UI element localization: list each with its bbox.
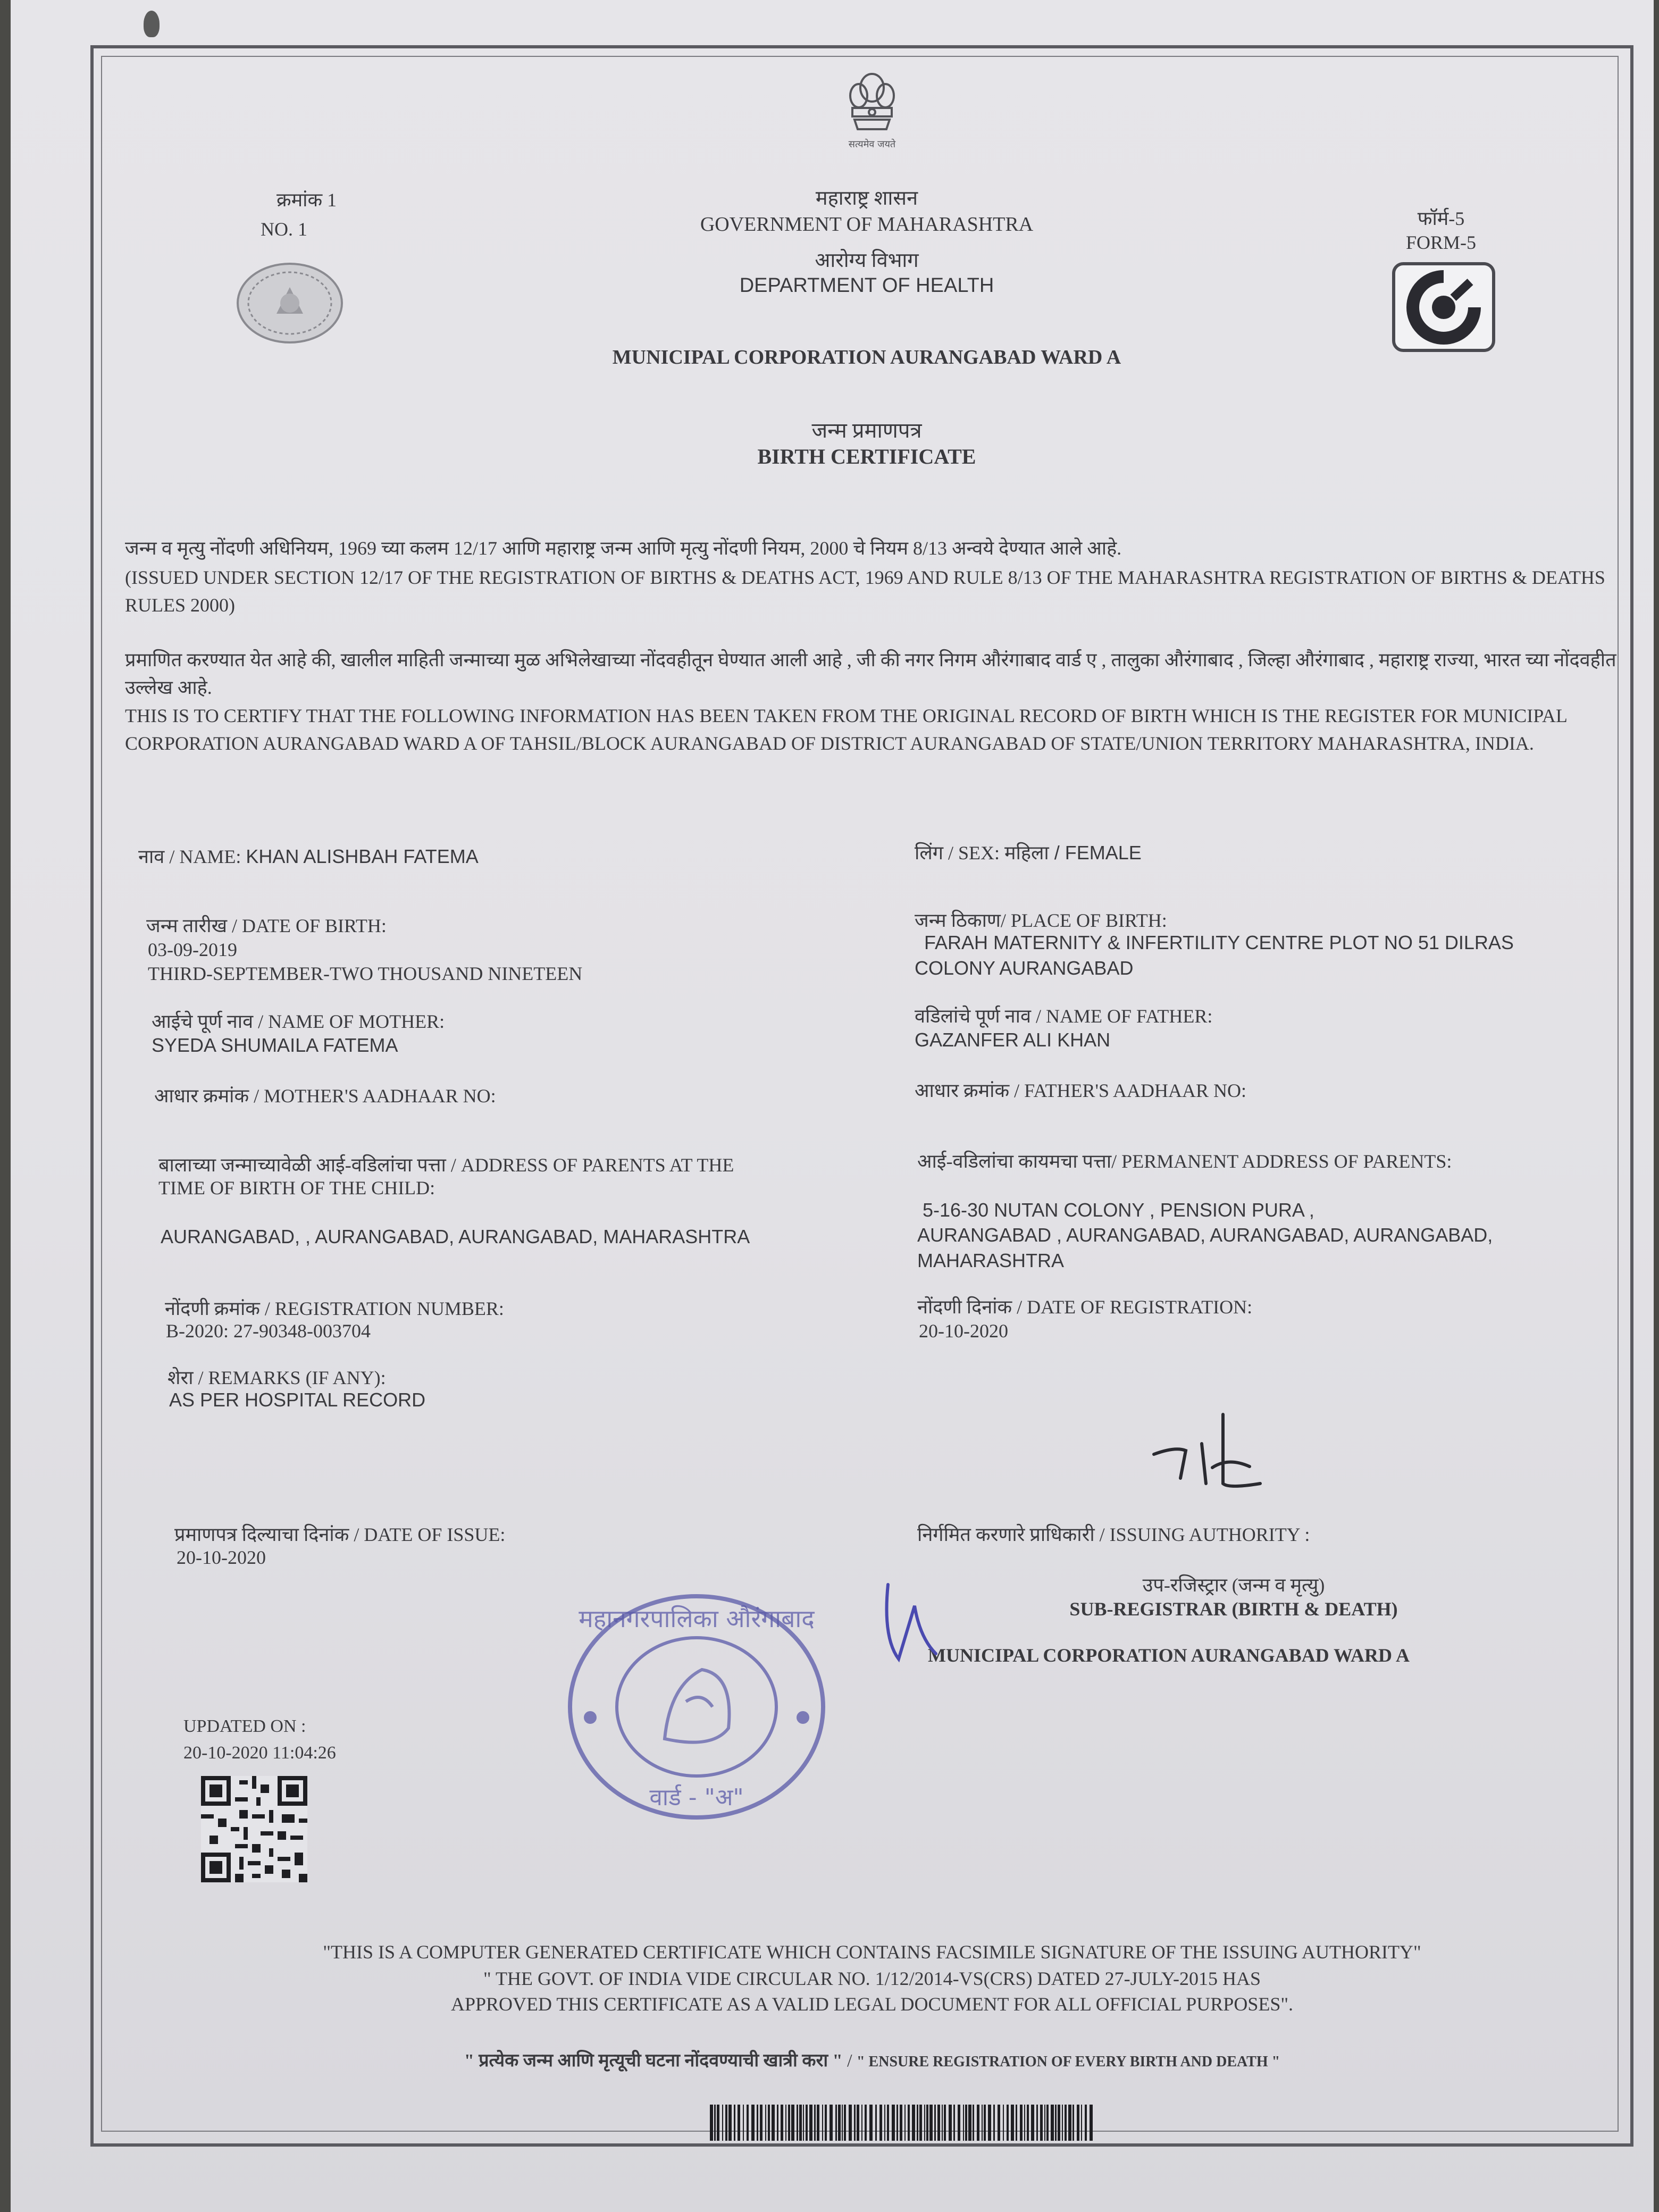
barcode-bar (929, 2105, 933, 2141)
barcode-bar (760, 2105, 763, 2141)
initials-mark-icon (877, 1574, 946, 1680)
barcode-bar (797, 2105, 798, 2141)
barcode-bar (934, 2105, 936, 2141)
mother-name-label: आईचे पूर्ण नाव / NAME OF MOTHER: (152, 1011, 445, 1032)
barcode-bar (1077, 2105, 1079, 2141)
permanent-address-label: आई-वडिलांचा कायमचा पत्ता/ PERMANENT ADDRESS OF PARENTS: (917, 1151, 1452, 1172)
barcode-bar (942, 2105, 943, 2141)
signature-icon (1143, 1404, 1271, 1499)
remarks-value: AS PER HOSPITAL RECORD (169, 1389, 426, 1411)
barcode-bar (1046, 2105, 1049, 2141)
barcode-bar (1081, 2105, 1082, 2141)
seal-ward-text: वार्ड - "अ" (649, 1784, 744, 1811)
dept-name-mr: आरोग्य विभाग (815, 249, 919, 272)
serial-label-en: NO. 1 (261, 219, 307, 240)
barcode-bar (982, 2105, 983, 2141)
barcode-bar (998, 2105, 1000, 2141)
barcode-bar (725, 2105, 727, 2141)
barcode-bar (825, 2105, 827, 2141)
barcode-bar (757, 2105, 758, 2141)
footer-computer-generated: "THIS IS A COMPUTER GENERATED CERTIFICATE WHICH CONTAINS FACSIMILE SIGNATURE OF THE ISSUING AUTHORITY" (323, 1941, 1421, 1963)
barcode-bar (884, 2105, 885, 2141)
registration-date-value: 20-10-2020 (919, 1320, 1008, 1342)
slogan-separator: / (847, 2051, 852, 2071)
form-label-en: FORM-5 (1405, 232, 1477, 253)
barcode-bar (953, 2105, 955, 2141)
barcode-bar (919, 2105, 922, 2141)
national-emblem-icon (837, 66, 907, 152)
barcode-bar (865, 2105, 867, 2141)
name-label: नाव / NAME: (138, 846, 241, 867)
authority-title-en: SUB-REGISTRAR (BIRTH & DEATH) (1069, 1598, 1398, 1620)
barcode-bar (1068, 2105, 1071, 2141)
barcode-bar (838, 2105, 841, 2141)
barcode-bar (806, 2105, 808, 2141)
address-at-birth-label-2: TIME OF BIRTH OF THE CHILD: (158, 1177, 435, 1199)
remarks-label: शेरा / REMARKS (IF ANY): (167, 1367, 386, 1388)
certificate-paper (11, 0, 1654, 2212)
municipal-seal-stamp-icon (564, 1590, 830, 1824)
barcode-bar (879, 2105, 882, 2141)
footer-slogan (223, 2047, 1521, 2072)
certificate-title-mr: जन्म प्रमाणपत्र (811, 418, 922, 442)
barcode-bar (710, 2105, 713, 2141)
father-name-value: GAZANFER ALI KHAN (915, 1029, 1111, 1051)
barcode-bar (835, 2105, 837, 2141)
place-of-birth-label: जन्म ठिकाण/ PLACE OF BIRTH: (915, 910, 1167, 931)
barcode-bar (781, 2105, 783, 2141)
barcode-bar (777, 2105, 778, 2141)
barcode-bar (854, 2105, 856, 2141)
barcode-bar (965, 2105, 967, 2141)
registration-number-value: B-2020: 27-90348-003704 (166, 1320, 371, 1342)
barcode-bar (1011, 2105, 1014, 2141)
permanent-address-value-2: AURANGABAD , AURANGABAD, AURANGABAD, AURANGABAD, (917, 1224, 1493, 1246)
father-aadhaar-label: आधार क्रमांक / FATHER'S AADHAAR NO: (915, 1080, 1246, 1101)
govt-name-en: GOVERNMENT OF MAHARASHTRA (700, 213, 1034, 236)
updated-on-label: UPDATED ON : (183, 1716, 306, 1736)
emblem-motto: सत्यमेव जयते (848, 139, 896, 150)
barcode-bar (896, 2105, 898, 2141)
mother-aadhaar-label: आधार क्रमांक / MOTHER'S AADHAAR NO: (154, 1085, 496, 1107)
sex-field (915, 839, 1142, 865)
barcode-bar (1031, 2105, 1034, 2141)
barcode-bar (1007, 2105, 1009, 2141)
barcode-bar (977, 2105, 979, 2141)
barcode-bar (714, 2105, 716, 2141)
barcode-bar (908, 2105, 910, 2141)
barcode-bar (993, 2105, 995, 2141)
barcode-bar (803, 2105, 804, 2141)
barcode-icon (710, 2105, 1093, 2141)
barcode-bar (984, 2105, 986, 2141)
barcode-bar (814, 2105, 816, 2141)
barcode-bar (892, 2105, 895, 2141)
barcode-bar (900, 2105, 902, 2141)
certify-text-mr: प्रमाणित करण्यात येत आहे की, खालील माहिती जन्माच्या मुळ अभिलेखाच्या नोंदवहीतून घेण्यात आली आहे , जी की नगर निगम औरंगाबाद वार्ड ए , तालुका औरंगाबाद , जिल्हा औरंगाबाद , महाराष्ट्र राज्या, भारत च्या नोंदवहीत उल्लेख आहे. (125, 649, 1616, 698)
govt-name-mr: महाराष्ट्र शासन (815, 187, 918, 210)
barcode-bar (722, 2105, 723, 2141)
barcode-bar (988, 2105, 991, 2141)
footer-circular: " THE GOVT. OF INDIA VIDE CIRCULAR NO. 1/12/2014-VS(CRS) DATED 27-JULY-2015 HAS (483, 1968, 1261, 1989)
barcode-bar (1055, 2105, 1057, 2141)
authority-title-mr: उप-रजिस्ट्रार (जन्म व मृत्यु) (1142, 1574, 1325, 1596)
barcode-bar (968, 2105, 971, 2141)
sex-label: लिंग / SEX: (915, 842, 1000, 864)
barcode-bar (830, 2105, 833, 2141)
barcode-bar (768, 2105, 770, 2141)
barcode-bar (1073, 2105, 1074, 2141)
barcode-bar (743, 2105, 744, 2141)
footer-approval: APPROVED THIS CERTIFICATE AS A VALID LEGAL DOCUMENT FOR ALL OFFICIAL PURPOSES". (450, 1993, 1294, 2015)
barcode-bar (1024, 2105, 1025, 2141)
barcode-bar (734, 2105, 735, 2141)
barcode-bar (765, 2105, 766, 2141)
name-value: KHAN ALISHBAH FATEMA (246, 845, 479, 867)
barcode-bar (751, 2105, 755, 2141)
barcode-bar (1090, 2105, 1093, 2141)
barcode-bar (772, 2105, 775, 2141)
seal-ring-text: महानगरपालिका औरंगाबाद (579, 1604, 815, 1633)
barcode-bar (944, 2105, 946, 2141)
barcode-bar (1027, 2105, 1029, 2141)
address-at-birth-value: AURANGABAD, , AURANGABAD, AURANGABAD, MAHARASHTRA (161, 1226, 750, 1247)
place-of-birth-value-1: FARAH MATERNITY & INFERTILITY CENTRE PLOT NO 51 DILRAS (924, 932, 1514, 953)
barcode-bar (1062, 2105, 1063, 2141)
barcode-bar (1065, 2105, 1067, 2141)
permanent-address-value-3: MAHARASHTRA (917, 1250, 1065, 1271)
barcode-bar (842, 2105, 843, 2141)
barcode-bar (924, 2105, 925, 2141)
barcode-bar (1040, 2105, 1043, 2141)
barcode-bar (949, 2105, 952, 2141)
issued-under-en: (ISSUED UNDER SECTION 12/17 OF THE REGISTRATION OF BIRTHS & DEATHS ACT, 1969 AND RULE 8/13 OF THE MAHARASHTRA REGISTRATION OF BIRTHS & DEATHS RULES 2000) (125, 567, 1605, 616)
barcode-bar (788, 2105, 790, 2141)
barcode-bar (822, 2105, 823, 2141)
dob-label: जन्म तारीख / DATE OF BIRTH: (146, 915, 387, 936)
barcode-bar (958, 2105, 960, 2141)
sex-value: महिला / FEMALE (1004, 842, 1142, 864)
barcode-bar (799, 2105, 802, 2141)
barcode-bar (817, 2105, 819, 2141)
date-of-issue-label: प्रमाणपत्र दिल्याचा दिनांक / DATE OF ISSUE: (174, 1524, 506, 1545)
corporation-title: MUNICIPAL CORPORATION AURANGABAD WARD A (612, 346, 1121, 368)
barcode-bar (1051, 2105, 1054, 2141)
slogan-mr: " प्रत्येक जन्म आणि मृत्यूची घटना नोंदवण्याची खात्री करा " (464, 2051, 843, 2071)
barcode-bar (849, 2105, 852, 2141)
barcode-bar (738, 2105, 740, 2141)
barcode-bar (1058, 2105, 1060, 2141)
dept-name-en: DEPARTMENT OF HEALTH (739, 274, 994, 297)
barcode-bar (1003, 2105, 1004, 2141)
civil-registration-logo-icon (1390, 261, 1497, 354)
qr-code-icon (201, 1776, 307, 1882)
certificate-title-en: BIRTH CERTIFICATE (757, 445, 976, 468)
pin-mark (144, 11, 160, 37)
slogan-en: " ENSURE REGISTRATION OF EVERY BIRTH AND DEATH " (857, 2054, 1280, 2070)
barcode-bar (1020, 2105, 1023, 2141)
barcode-bar (861, 2105, 862, 2141)
dob-in-words: THIRD-SEPTEMBER-TWO THOUSAND NINETEEN (148, 963, 583, 984)
barcode-bar (887, 2105, 889, 2141)
barcode-bar (937, 2105, 940, 2141)
address-at-birth-label-1: बालाच्या जन्माच्यावेळी आई-वडिलांचा पत्ता / ADDRESS OF PARENTS AT THE (158, 1154, 734, 1176)
name-field (138, 843, 479, 869)
certify-text-en: THIS IS TO CERTIFY THAT THE FOLLOWING INFORMATION HAS BEEN TAKEN FROM THE ORIGINAL RECORD OF BIRTH WHICH IS THE REGISTER FOR MUNICIPAL CORPORATION AURANGABAD WARD A OF TAHSIL/BLOCK AURANGABAD OF DISTRICT AURANGABAD OF STATE/UNION TERRITORY MAHARASHTRA, INDIA. (125, 705, 1567, 754)
barcode-bar (917, 2105, 918, 2141)
barcode-bar (857, 2105, 859, 2141)
barcode-bar (809, 2105, 812, 2141)
barcode-bar (747, 2105, 749, 2141)
father-name-label: वडिलांचे पूर्ण नाव / NAME OF FATHER: (915, 1006, 1213, 1027)
barcode-bar (791, 2105, 794, 2141)
form-label-mr: फॉर्म-5 (1417, 208, 1465, 229)
barcode-bar (869, 2105, 873, 2141)
barcode-bar (973, 2105, 974, 2141)
date-of-issue-value: 20-10-2020 (177, 1547, 266, 1568)
barcode-bar (785, 2105, 786, 2141)
barcode-bar (1036, 2105, 1038, 2141)
barcode-bar (844, 2105, 846, 2141)
authority-corporation: MUNICIPAL CORPORATION AURANGABAD WARD A (928, 1645, 1410, 1666)
place-of-birth-value-2: COLONY AURANGABAD (915, 957, 1134, 979)
barcode-bar (904, 2105, 906, 2141)
permanent-address-value-1: 5-16-30 NUTAN COLONY , PENSION PURA , (923, 1199, 1314, 1221)
barcode-bar (1085, 2105, 1087, 2141)
barcode-bar (963, 2105, 964, 2141)
barcode-bar (1044, 2105, 1045, 2141)
barcode-bar (728, 2105, 732, 2141)
barcode-bar (912, 2105, 915, 2141)
barcode-bar (926, 2105, 928, 2141)
mother-name-value: SYEDA SHUMAILA FATEMA (152, 1034, 398, 1056)
dob-value: 03-09-2019 (148, 939, 237, 960)
registration-date-label: नोंदणी दिनांक / DATE OF REGISTRATION: (917, 1296, 1253, 1318)
barcode-bar (875, 2105, 877, 2141)
serial-label-mr: क्रमांक 1 (276, 189, 337, 211)
barcode-bar (1016, 2105, 1017, 2141)
updated-on-value: 20-10-2020 11:04:26 (183, 1743, 336, 1763)
issuing-authority-label: निर्गमित करणारे प्राधिकारी / ISSUING AUTHORITY : (917, 1524, 1310, 1545)
barcode-bar (717, 2105, 719, 2141)
issued-under-mr: जन्म व मृत्यु नोंदणी अधिनियम, 1969 च्या कलम 12/17 आणि महाराष्ट्र जन्म आणि मृत्यु नोंदणी नियम, 2000 चे नियम 8/13 अन्वये देण्यात आले आहे. (125, 538, 1122, 559)
registration-number-label: नोंदणी क्रमांक / REGISTRATION NUMBER: (165, 1298, 504, 1319)
state-seal-icon (234, 261, 346, 346)
